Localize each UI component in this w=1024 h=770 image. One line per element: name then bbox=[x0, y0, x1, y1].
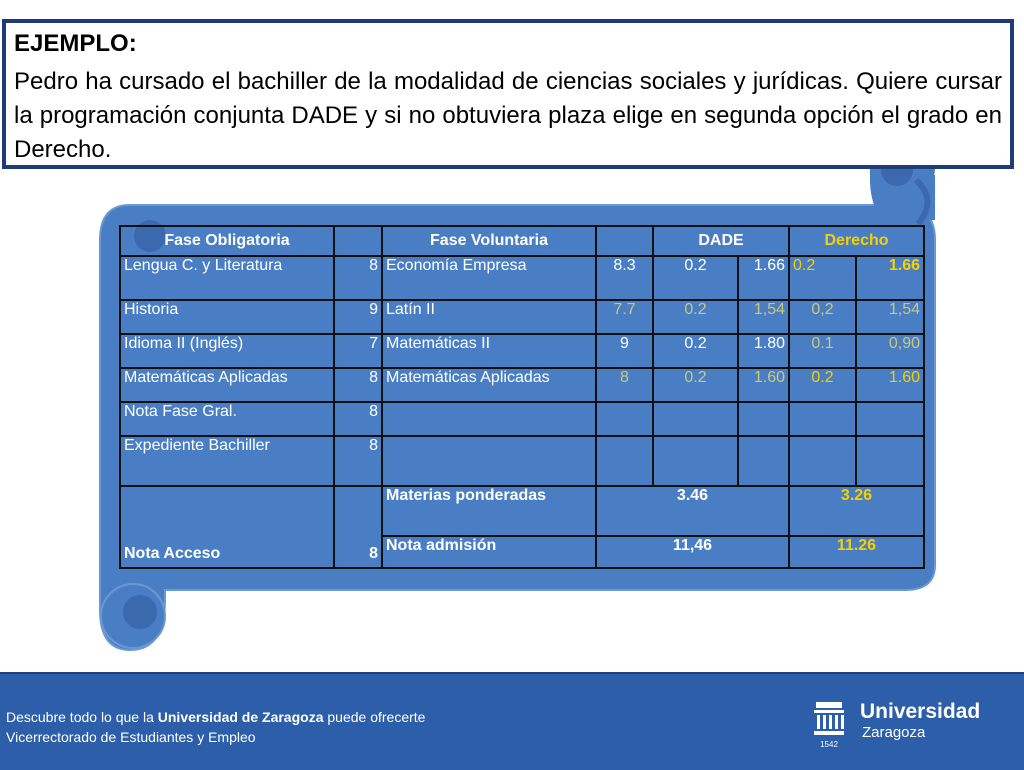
empty-cell bbox=[738, 402, 789, 436]
empty-cell bbox=[738, 436, 789, 486]
footer-university-name: Universidad de Zaragoza bbox=[157, 709, 324, 725]
empty-cell bbox=[653, 402, 738, 436]
example-text: Pedro ha cursado el bachiller de la modalidad de ciencias sociales y jurídicas. Quiere cursar la programación conjunta DADE y si no obtuviera plaza elige en segunda opción el grado en Derecho. bbox=[14, 68, 1002, 163]
footer-line-1-pre: Descubre todo lo que la bbox=[6, 709, 158, 725]
empty-cell bbox=[856, 436, 924, 486]
table-row bbox=[120, 436, 924, 486]
derecho-value: 1.60 bbox=[856, 368, 924, 402]
header-fase-obligatoria: Fase Obligatoria bbox=[120, 226, 334, 256]
header-fase-voluntaria: Fase Voluntaria bbox=[382, 226, 596, 256]
header-empty-cell bbox=[596, 226, 653, 256]
dade-value: 1.60 bbox=[738, 368, 789, 402]
obligatoria-subject: Expediente Bachiller bbox=[120, 436, 334, 486]
table-header-row bbox=[120, 226, 924, 256]
ponderadas-label: Materias ponderadas bbox=[382, 486, 596, 536]
logo-word-universidad: Universidad bbox=[860, 700, 981, 723]
dade-coefficient: 0.2 bbox=[653, 334, 738, 368]
header-dade: DADE bbox=[653, 226, 789, 256]
obligatoria-subject: Matemáticas Aplicadas bbox=[120, 368, 334, 402]
obligatoria-grade: 8 bbox=[334, 436, 382, 486]
derecho-value: 0,90 bbox=[856, 334, 924, 368]
table-row bbox=[120, 368, 924, 402]
footer-line-1 bbox=[6, 707, 425, 727]
voluntaria-grade: 8 bbox=[596, 368, 653, 402]
example-title: EJEMPLO: bbox=[14, 30, 137, 57]
voluntaria-subject: Matemáticas Aplicadas bbox=[382, 368, 596, 402]
empty-cell bbox=[596, 436, 653, 486]
table-row bbox=[120, 334, 924, 368]
table-row bbox=[120, 486, 924, 536]
voluntaria-subject: Economía Empresa bbox=[382, 256, 596, 300]
obligatoria-subject: Historia bbox=[120, 300, 334, 334]
university-crest-icon bbox=[812, 700, 852, 750]
dade-coefficient: 0.2 bbox=[653, 368, 738, 402]
derecho-value: 1,54 bbox=[856, 300, 924, 334]
ponderadas-derecho: 3.26 bbox=[789, 486, 924, 536]
header-empty-cell bbox=[334, 226, 382, 256]
admision-label: Nota admisión bbox=[382, 536, 596, 568]
obligatoria-grade: 8 bbox=[334, 256, 382, 300]
empty-cell bbox=[653, 436, 738, 486]
empty-cell bbox=[382, 436, 596, 486]
obligatoria-grade: 9 bbox=[334, 300, 382, 334]
empty-cell bbox=[596, 402, 653, 436]
example-box bbox=[2, 19, 1014, 169]
empty-cell bbox=[789, 436, 856, 486]
obligatoria-grade: 8 bbox=[334, 402, 382, 436]
voluntaria-grade: 7.7 bbox=[596, 300, 653, 334]
table-row bbox=[120, 402, 924, 436]
table-row bbox=[120, 300, 924, 334]
voluntaria-grade: 9 bbox=[596, 334, 653, 368]
dade-value: 1,54 bbox=[738, 300, 789, 334]
admision-dade: 11,46 bbox=[596, 536, 789, 568]
derecho-coefficient: 0.2 bbox=[789, 368, 856, 402]
header-derecho: Derecho bbox=[789, 226, 924, 256]
table-row bbox=[120, 256, 924, 300]
voluntaria-subject: Latín II bbox=[382, 300, 596, 334]
voluntaria-grade: 8.3 bbox=[596, 256, 653, 300]
dade-coefficient: 0.2 bbox=[653, 256, 738, 300]
derecho-coefficient: 0.1 bbox=[789, 334, 856, 368]
obligatoria-grade: 8 bbox=[334, 368, 382, 402]
nota-acceso-label: Nota Acceso bbox=[120, 486, 334, 568]
derecho-coefficient: 0,2 bbox=[789, 300, 856, 334]
grades-table bbox=[119, 225, 925, 569]
nota-acceso-value: 8 bbox=[334, 486, 382, 568]
ponderadas-dade: 3.46 bbox=[596, 486, 789, 536]
dade-value: 1.66 bbox=[738, 256, 789, 300]
university-logo bbox=[812, 700, 992, 750]
derecho-value: 1.66 bbox=[856, 256, 924, 300]
dade-value: 1.80 bbox=[738, 334, 789, 368]
footer-line-1-post: puede ofrecerte bbox=[323, 709, 426, 725]
obligatoria-subject: Nota Fase Gral. bbox=[120, 402, 334, 436]
empty-cell bbox=[856, 402, 924, 436]
obligatoria-subject: Idioma II (Inglés) bbox=[120, 334, 334, 368]
obligatoria-grade: 7 bbox=[334, 334, 382, 368]
admision-derecho: 11.26 bbox=[789, 536, 924, 568]
derecho-coefficient: 0.2 bbox=[789, 256, 856, 300]
footer-line-2: Vicerrectorado de Estudiantes y Empleo bbox=[6, 729, 256, 745]
voluntaria-subject: Matemáticas II bbox=[382, 334, 596, 368]
obligatoria-subject: Lengua C. y Literatura bbox=[120, 256, 334, 300]
empty-cell bbox=[382, 402, 596, 436]
footer-text bbox=[6, 707, 425, 747]
empty-cell bbox=[789, 402, 856, 436]
logo-word-zaragoza: Zaragoza bbox=[862, 724, 926, 741]
dade-coefficient: 0.2 bbox=[653, 300, 738, 334]
logo-year: 1542 bbox=[820, 740, 838, 749]
